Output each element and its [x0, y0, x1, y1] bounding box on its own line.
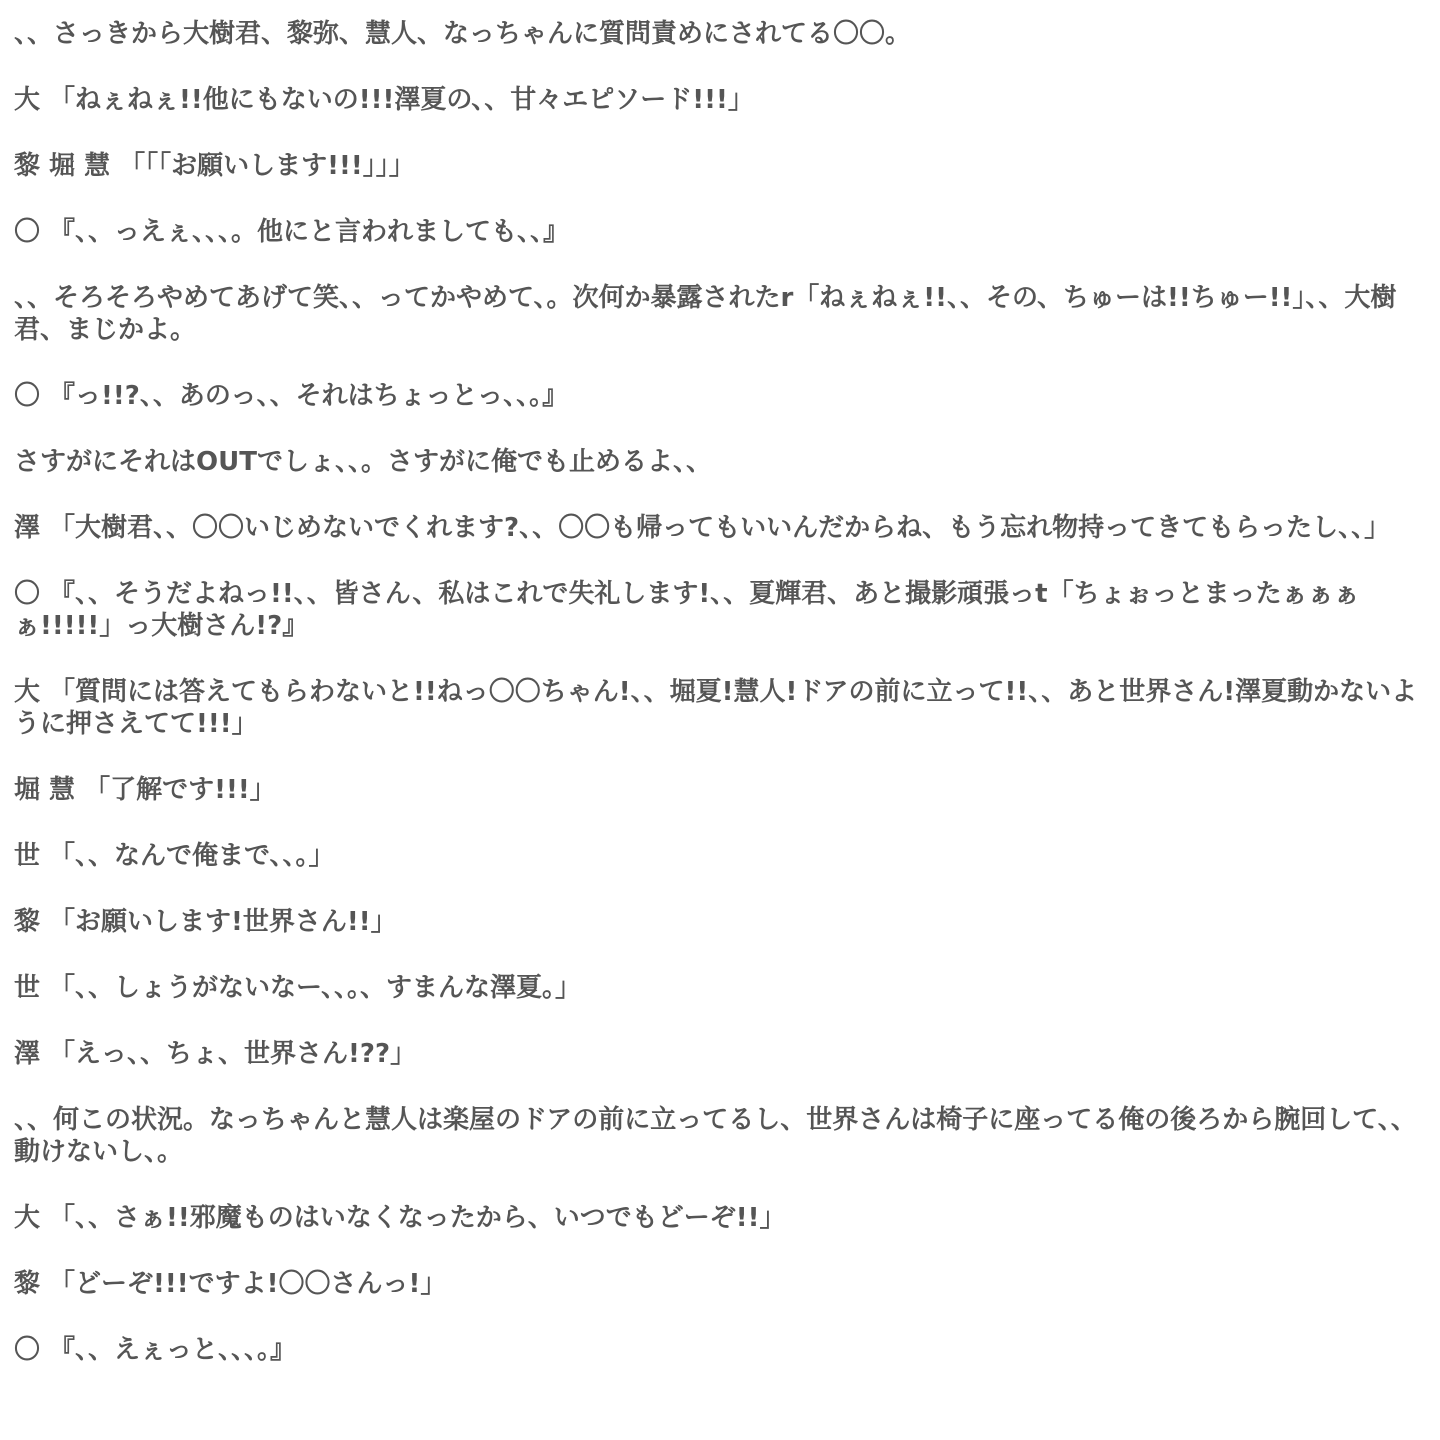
dialogue-line: 黎 「どーぞ!!!ですよ!〇〇さんっ!」	[14, 1269, 447, 1299]
dialogue-line: 〇 『っ!!?、、あのっ、、それはちょっとっ、、。』	[14, 381, 569, 411]
narration-paragraph: 、、そろそろやめてあげて笑、、ってかやめて、。次何か暴露されたr「ねぇねぇ!!、、その、ちゅーは!!ちゅー!!」、、大樹君、まじかよ。	[14, 283, 1397, 345]
dialogue-line: 〇 『、、そうだよねっ!!、、皆さん、私はこれで失礼します!、、夏輝君、あと撮影頑張っt「ちょぉっとまったぁぁぁぁ!!!!!」っ大樹さん!?』	[14, 579, 1360, 641]
dialogue-line: 大 「質問には答えてもらわないと!!ねっ〇〇ちゃん!、、堀夏!慧人!ドアの前に立って!!、、あと世界さん!澤夏動かないように押さえてて!!!」	[14, 677, 1418, 739]
narration-paragraph: 、、さっきから大樹君、黎弥、慧人、なっちゃんに質問責めにされてる〇〇。	[14, 19, 912, 49]
dialogue-line: 澤 「えっ、、ちょ、世界さん!??」	[14, 1039, 417, 1069]
story-text	[14, 18, 1426, 1400]
dialogue-line: 〇 『、、えぇっと、、、。』	[14, 1335, 297, 1365]
dialogue-line: 〇 『、、っえぇ、、、。他にと言われましても、、』	[14, 217, 570, 247]
dialogue-line: 世 「、、しょうがないなー、、。、すまんな澤夏。」	[14, 973, 582, 1003]
dialogue-line: 黎 堀 慧 「「「お願いします!!!」」」	[14, 151, 415, 181]
dialogue-line: 世 「、、なんで俺まで、、。」	[14, 841, 335, 871]
dialogue-line: 黎 「お願いします!世界さん!!」	[14, 907, 397, 937]
narration-paragraph: 、、何この状況。なっちゃんと慧人は楽屋のドアの前に立ってるし、世界さんは椅子に座ってる俺の後ろから腕回して、、動けないし、。	[14, 1105, 1417, 1167]
dialogue-line: 澤 「大樹君、、〇〇いじめないでくれます?、、〇〇も帰ってもいいんだからね、もう忘れ物持ってきてもらったし、、」	[14, 513, 1391, 543]
dialogue-line: 堀 慧 「了解です!!!」	[14, 775, 276, 805]
dialogue-line: 大 「、、さぁ!!邪魔ものはいなくなったから、いつでもどーぞ!!」	[14, 1203, 786, 1233]
narration-paragraph: さすがにそれはOUTでしょ、、。さすがに俺でも止めるよ、、	[14, 447, 712, 477]
dialogue-line: 大 「ねぇねぇ!!他にもないの!!!澤夏の、、甘々エピソード!!!」	[14, 85, 754, 115]
